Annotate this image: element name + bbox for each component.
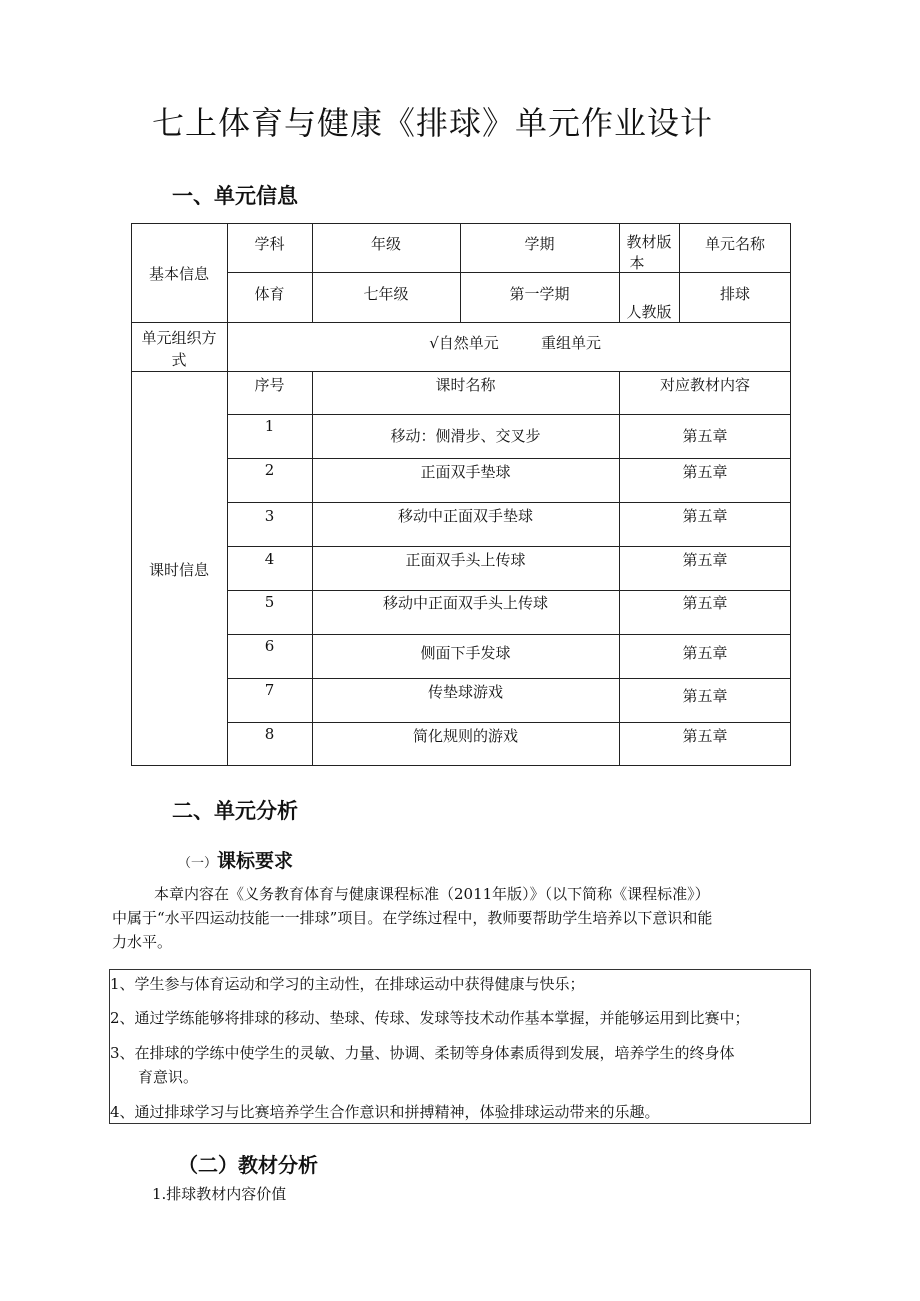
lesson-6-content: 第五章 [682,644,728,662]
lesson-4-name: 正面双手头上传球 [405,551,526,569]
table-border-left [131,223,132,766]
lesson-3-no: 3 [264,507,275,525]
lesson-6-name: 侧面下手发球 [420,644,511,662]
requirement-item-4: 4、通过排球学习与比赛培养学生合作意识和拼搏精神，体验排球运动带来的乐趣。 [110,1103,660,1121]
document-title: 七上体育与健康《排球》单元作业设计 [152,104,714,142]
lesson-8-no: 8 [264,725,275,743]
requirements-box [109,969,811,1124]
header-subject: 学科 [254,235,285,253]
grid-line [131,322,791,323]
lesson-7-name: 传垫球游戏 [427,683,503,701]
value-textbook: 人教版 [626,303,672,321]
lesson-4-content: 第五章 [682,551,728,569]
lesson-3-name: 移动中正面双手垫球 [397,507,533,525]
subheading-curriculum-requirements [178,846,293,873]
org-value-natural: √自然单元 [429,334,499,352]
grid-line [131,371,791,372]
paragraph-line: 力水平。 [112,933,173,951]
header-unit-name: 单元名称 [704,235,765,253]
lesson-2-no: 2 [264,461,275,479]
lesson-8-content: 第五章 [682,727,728,745]
material-item-1: 1.排球教材内容价值 [152,1185,287,1203]
lesson-2-name: 正面双手垫球 [420,463,511,481]
requirement-item-1: 1、学生参与体育运动和学习的主动性，在排球运动中获得健康与快乐； [110,975,585,993]
value-grade: 七年级 [363,285,409,303]
requirement-item-3-cont: 育意识。 [138,1068,199,1086]
intro-paragraph [112,882,812,954]
lesson-7-content: 第五章 [682,687,728,705]
table-border-bottom [131,765,791,766]
lesson-5-no: 5 [264,593,275,611]
header-textbook-line2: 本 [629,254,645,272]
header-grade: 年级 [370,235,401,253]
lesson-info-label: 课时信息 [148,561,209,579]
requirement-item-2: 2、通过学练能够将排球的移动、垫球、传球、发球等技术动作基本掌握，并能够运用到比赛中； [110,1009,750,1027]
org-label-line2: 式 [171,351,187,369]
value-unit-name: 排球 [719,285,750,303]
value-subject: 体育 [254,285,285,303]
section-heading-unit-analysis: 二、单元分析 [172,799,298,823]
paragraph-line: 本章内容在《义务教育体育与健康课程标准（2011年版）》（以下简称《课程标准》） [154,885,710,903]
table-border-top [131,223,791,224]
subheading-material-analysis: （二）教材分析 [178,1153,318,1177]
lesson-4-no: 4 [264,550,275,568]
basic-info-label: 基本信息 [148,265,209,283]
lesson-header-content: 对应教材内容 [659,376,750,394]
header-term: 学期 [524,235,555,253]
lesson-7-no: 7 [264,681,275,699]
org-label-line1: 单元组织方 [141,329,217,347]
lesson-header-name: 课时名称 [435,376,496,394]
lesson-1-name: 移动：侧滑步、交叉步 [390,427,541,445]
paragraph-line: 中属于“水平四运动技能一一排球”项目。在学练过程中，教师要帮助学生培养以下意识和能 [112,909,713,927]
lesson-1-no: 1 [264,417,275,435]
subheading-text: 课标要求 [217,850,294,872]
section-heading-unit-info: 一、单元信息 [172,184,298,208]
lesson-5-content: 第五章 [682,594,728,612]
org-value-regroup: 重组单元 [540,334,601,352]
lesson-8-name: 简化规则的游戏 [412,727,518,745]
header-textbook-line1: 教材版 [626,233,672,251]
subheading-prefix: （一） [178,856,218,871]
lesson-2-content: 第五章 [682,463,728,481]
requirement-item-3: 3、在排球的学练中使学生的灵敏、力量、协调、柔韧等身体素质得到发展，培养学生的终身体 [110,1044,735,1062]
value-term: 第一学期 [509,285,570,303]
lesson-1-content: 第五章 [682,427,728,445]
lesson-5-name: 移动中正面双手头上传球 [382,594,548,612]
unit-info-table [131,223,791,766]
lesson-header-no: 序号 [254,376,285,394]
lesson-3-content: 第五章 [682,507,728,525]
lesson-6-no: 6 [264,637,275,655]
